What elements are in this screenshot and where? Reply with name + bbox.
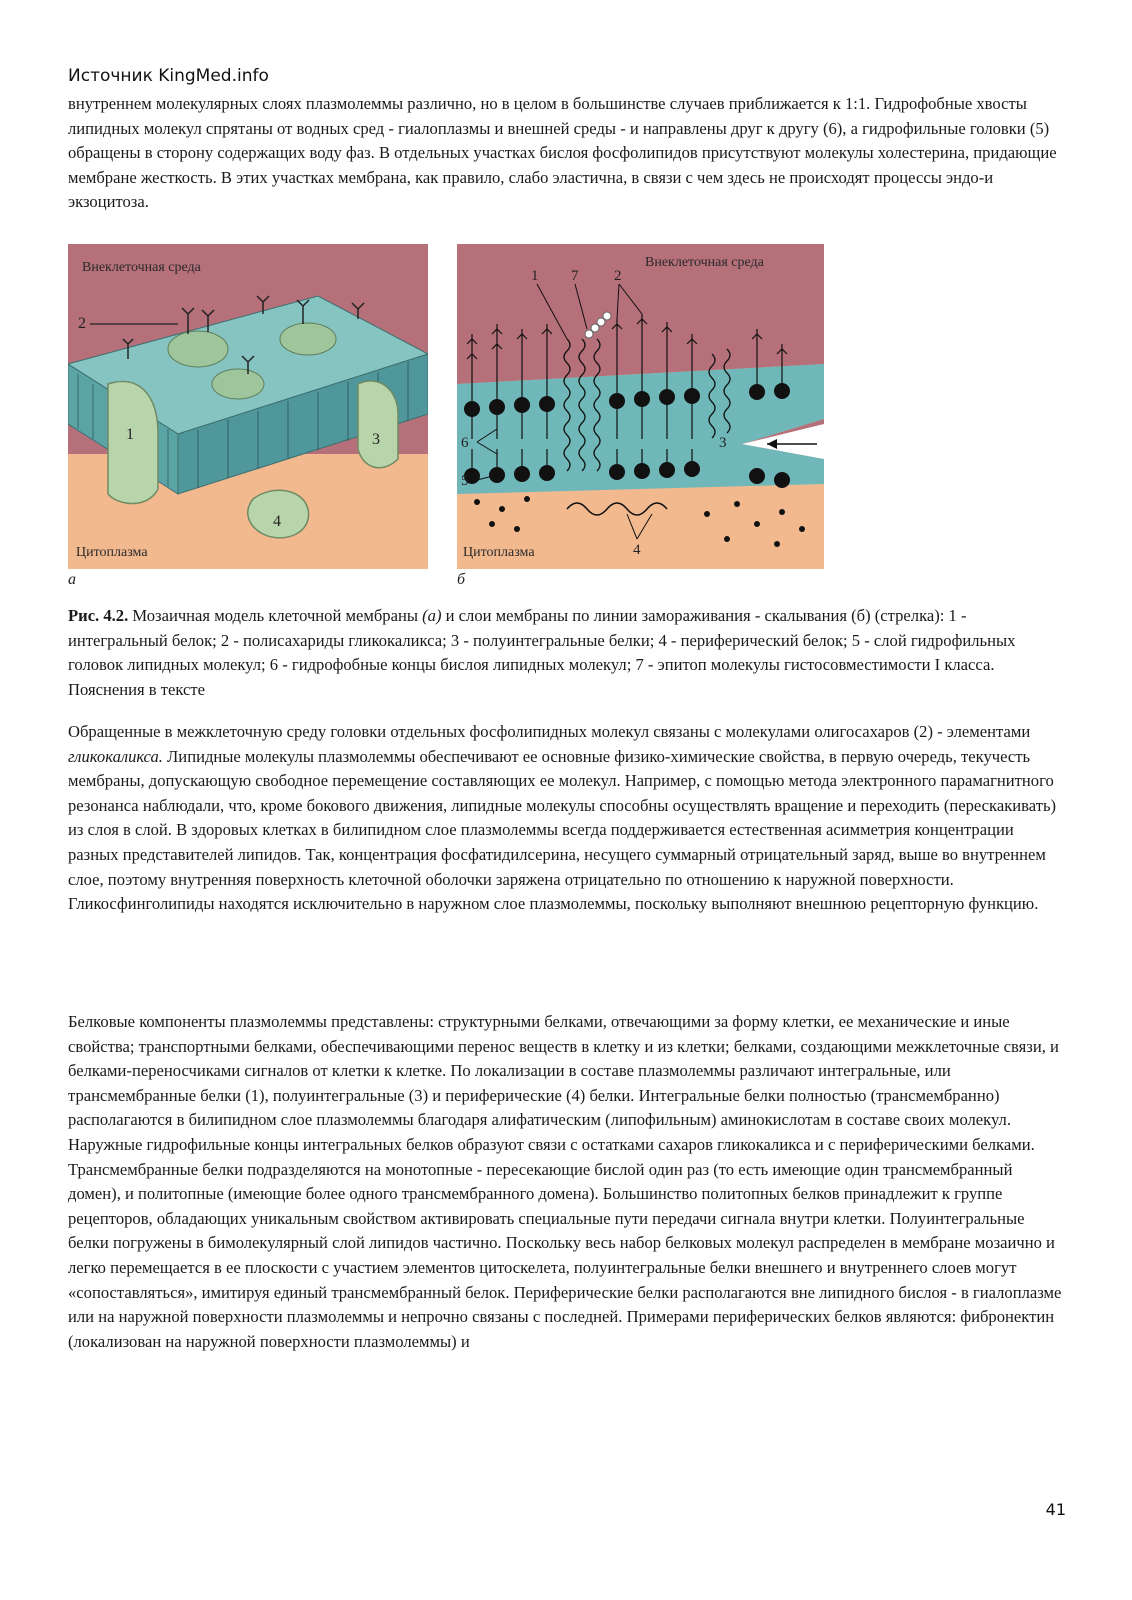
figure-b-marker-5: 5 — [461, 473, 469, 489]
figure-b-marker-4: 4 — [633, 542, 641, 558]
page-number: 41 — [1045, 1500, 1066, 1519]
figure-b-illustration — [457, 244, 824, 569]
figure-a-illustration — [68, 244, 428, 569]
figure-b-marker-7: 7 — [571, 268, 579, 284]
figure-b-marker-3: 3 — [719, 435, 727, 451]
figure-caption — [68, 604, 1068, 702]
caption-text-2: и слои мембраны по линии замораживания - скалывания (б) (стрелка): 1 - интегральный белок; 2 - полисахариды гликокаликса; 3 - полуинтегральные белки; 4 - периферический белок; 5 - слой гидрофильных головок липидных молекул; 6 - гидрофобные концы бислоя липидных молекул; 7 - эпитоп молекулы гистосовместимости I класса. Пояснения в тексте — [68, 606, 1016, 699]
source-header: Источник KingMed.info — [68, 66, 269, 86]
figure-b-top-label: Внеклеточная среда — [645, 255, 764, 270]
figure-a-top-label: Внеклеточная среда — [82, 260, 201, 275]
caption-text-1: Мозаичная модель клеточной мембраны — [128, 606, 423, 625]
figure-b-marker-1: 1 — [531, 268, 539, 284]
figure-b — [457, 244, 824, 569]
paragraph-2-italic: гликокаликса. — [68, 746, 163, 766]
figure-a-marker-2: 2 — [78, 315, 86, 332]
figure-a-marker-4: 4 — [273, 513, 281, 530]
figure-a-letter: а — [68, 571, 76, 588]
figure-a-surface-protein-2 — [280, 323, 336, 355]
paragraph-1: внутреннем молекулярных слоях плазмолеммы различно, но в целом в большинстве случаев приближается к 1:1. Гидрофобные хвосты липидных молекул спрятаны от водных сред - гиалоплазмы и внешней среды - и направлены друг к другу (6), а гидрофильные головки (5) обращены в сторону содержащих воду фаз. В отдельных участках бислоя фосфолипидов присутствуют молекулы холестерина, придающие мембране жесткость. В этих участках мембрана, как правило, слабо эластична, в связи с чем здесь не происходят процессы эндо-и экзоцитоза. — [68, 94, 1057, 212]
figure-b-marker-6: 6 — [461, 435, 469, 451]
figure-a-surface-protein-3 — [212, 369, 264, 399]
paragraph-2 — [68, 720, 1068, 917]
figure-a-half-integral-protein — [358, 381, 398, 468]
figure-a-surface-protein-1 — [168, 331, 228, 367]
paragraph-2-part-2: Липидные молекулы плазмолеммы обеспечивают ее основные физико-химические свойства, в первую очередь, текучесть мембраны, допускающую свободное перемещение составляющих ее молекул. Например, с помощью метода электронного парамагнитного резонанса наблюдали, что, кроме бокового движения, липидные молекулы способны осуществлять вращение и переходить (перескакивать) из слоя в слой. В здоровых клетках в билипидном слое плазмолеммы всегда поддерживается естественная асимметрия концентрации разных представителей липидов. Так, концентрация фосфатидилсерина, несущего суммарный отрицательный заряд, выше во внутреннем слое, поэтому внутренняя поверхность клеточной оболочки заряжена отрицательно по отношению к наружной поверхности. Гликосфинголипиды находятся исключительно в наружном слое плазмолеммы, поскольку выполняют внешнюю рецепторную функцию. — [68, 746, 1057, 914]
caption-label: Рис. 4.2. — [68, 606, 129, 625]
figure-b-bottom-label: Цитоплазма — [463, 545, 535, 560]
figure-a-marker-1: 1 — [126, 426, 134, 443]
paragraph-3: Белковые компоненты плазмолеммы представлены: структурными белками, отвечающими за форму клетки, ее механические и иные свойства; транспортными белками, обеспечивающими перенос веществ в клетку и из клетки; белками, создающими межклеточные связи, и белками-переносчиками сигналов от клетки к клетке. По локализации в составе плазмолеммы различают интегральные, или трансмембранные белки (1), полуинтегральные (3) и периферические (4) белки. Интегральные белки полностью (трансмембранно) располагаются в билипидном слое плазмолеммы благодаря алифатическим (липофильным) аминокислотам в составе своих молекул. Наружные гидрофильные концы интегральных белков образуют связи с остатками сахаров гликокаликса и с периферическими белками. Трансмембранные белки подразделяются на монотопные - пересекающие бислой один раз (то есть имеющие один трансмембранный домен), и политопные (имеющие более одного трансмембранного домена). Большинство политопных белков принадлежит к группе рецепторов, обладающих уникальным свойством активировать специальные пути передачи сигнала внутри клетки. Полуинтегральные белки погружены в бимолекулярный слой липидов частично. Поскольку весь набор белковых молекул распределен в мембране мозаично и легко перемещается в ее плоскости с участием элементов цитоскелета, полуинтегральные белки внешнего и внутреннего слоев могут «сопоставляться», имитируя единый трансмембранный белок. Периферические белки располагаются вне липидного бислоя - в гиалоплазме или на наружной поверхности плазмолеммы и непрочно связаны с последней. Примерами периферических белков являются: фибронектин (локализован на наружной поверхности плазмолеммы) и — [68, 1012, 1062, 1351]
figure-a-bottom-label: Цитоплазма — [76, 545, 148, 560]
figure-b-marker-2: 2 — [614, 268, 622, 284]
figure-a-marker-3: 3 — [372, 431, 380, 448]
figure-a — [68, 244, 428, 569]
caption-italic: (а) — [422, 606, 442, 625]
paragraph-2-part-1: Обращенные в межклеточную среду головки отдельных фосфолипидных молекул связаны с молекулами олигосахаров (2) - элементами — [68, 722, 1031, 741]
figure-b-letter: б — [457, 571, 466, 588]
